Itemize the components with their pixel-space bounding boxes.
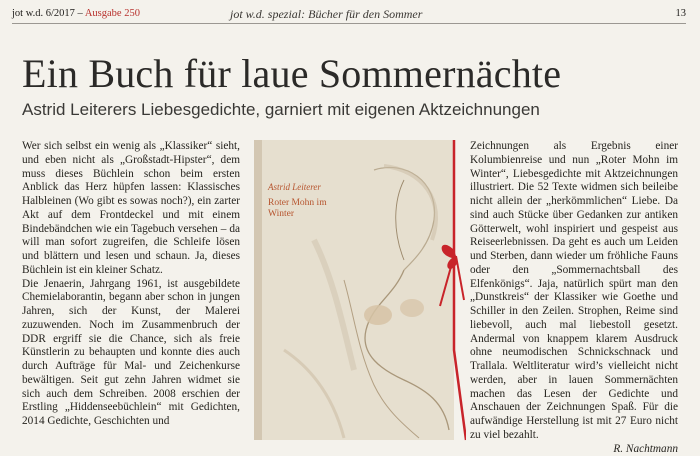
ribbon-bow-icon: [254, 140, 466, 446]
article-headline: Ein Buch für laue Sommernächte: [22, 52, 561, 96]
left-column: [22, 140, 240, 429]
paragraph-review: Zeichnungen als Ergebnis einer Kolumbienreise und nun „Roter Mohn im Winter“, Liebesgedichte mit Aktzeichnungen illustriert. Die 52 Texte widmen sich beileibe nicht allein der „herkömmlichen“ Liebe. Da sind auch Stücke über Gedanken zur antiken Götterwelt, wohl inspiriert und gespeist aus Reiseerlebnissen. Da geht es auch um Leiden und Sterben, dann wieder um fröhliche Fauns oder den „Sommernachtsball des Elfenkönigs“. Jaja, natürlich spürt man den „Dunstkreis“ der Klassiker wie Goethe und Schiller in den Zeilen. Strophen, Reime sind liebevoll, auch mal liebestoll gesetzt. Andermal von knappem klarem Ausdruck ohne neumodischen Schnickschnack und Trallala. Weltliteratur wird’s vielleicht nicht werden, aber in lauen Sommernächten machen das Lesen der Gedichte und Anschauen der Zeichnungen Spaß. Für die aufwändige Herstellung ist mit 27 Euro nicht zu viel bezahlt.: [470, 140, 678, 443]
page-number: 13: [676, 6, 687, 22]
book-cover-image: [254, 140, 466, 446]
article-subheadline: Astrid Leiterers Liebesgedichte, garniert mit eigenen Aktzeichnungen: [22, 99, 540, 121]
header-rule: [12, 23, 686, 24]
issue-info: [12, 6, 140, 22]
paragraph-biography: Die Jenaerin, Jahrgang 1961, ist ausgebildete Chemielaborantin, begann aber schon in jungen Jahren, sich der Kunst, der Malerei zuzuwenden. Noch im Zusammenbruch der DDR ergriff sie die Chance, sich als freie Künstlerin zu behaupten und konnte dies auch durch Aufträge für Mal- und Zeichenkurse bewältigen. Seit gut zehn Jahren widmet sie sich auch dem Schreiben. 2008 erschien der Erstling „Hiddenseebüchlein“ mit Gedichten, 2014 Gedichte, Geschichten und: [22, 278, 240, 429]
book-cover: [254, 140, 454, 440]
issue-number: jot w.d. 6/2017 –: [12, 8, 83, 19]
article-author: R. Nachtmann: [470, 443, 678, 456]
edition-label: Ausgabe 250: [85, 8, 140, 19]
right-column: [470, 140, 678, 456]
cover-author: Astrid Leiterer: [268, 182, 321, 192]
page-header: [12, 6, 686, 22]
cover-title: Roter Mohn im Winter: [268, 198, 338, 220]
paragraph-intro: Wer sich selbst ein wenig als „Klassiker“ sieht, und eben nicht als „Großstadt-Hipster“, dem muss dieses Büchlein schon beim ersten Anblick das Herz hüpfen lassen: Klassisches Halbleinen (Wo gibt es sowas noch?), ein zarter Akt auf dem Frontdeckel und mit einem Bindebändchen wie ein Tagebuch versehen – da will man sofort zugreifen, die Schleife lösen und blättern und lesen und schaun. Ja, dieses Büchlein ist ein kleiner Schatz.: [22, 140, 240, 278]
section-title: jot w.d. spezial: Bücher für den Sommer: [230, 6, 422, 22]
